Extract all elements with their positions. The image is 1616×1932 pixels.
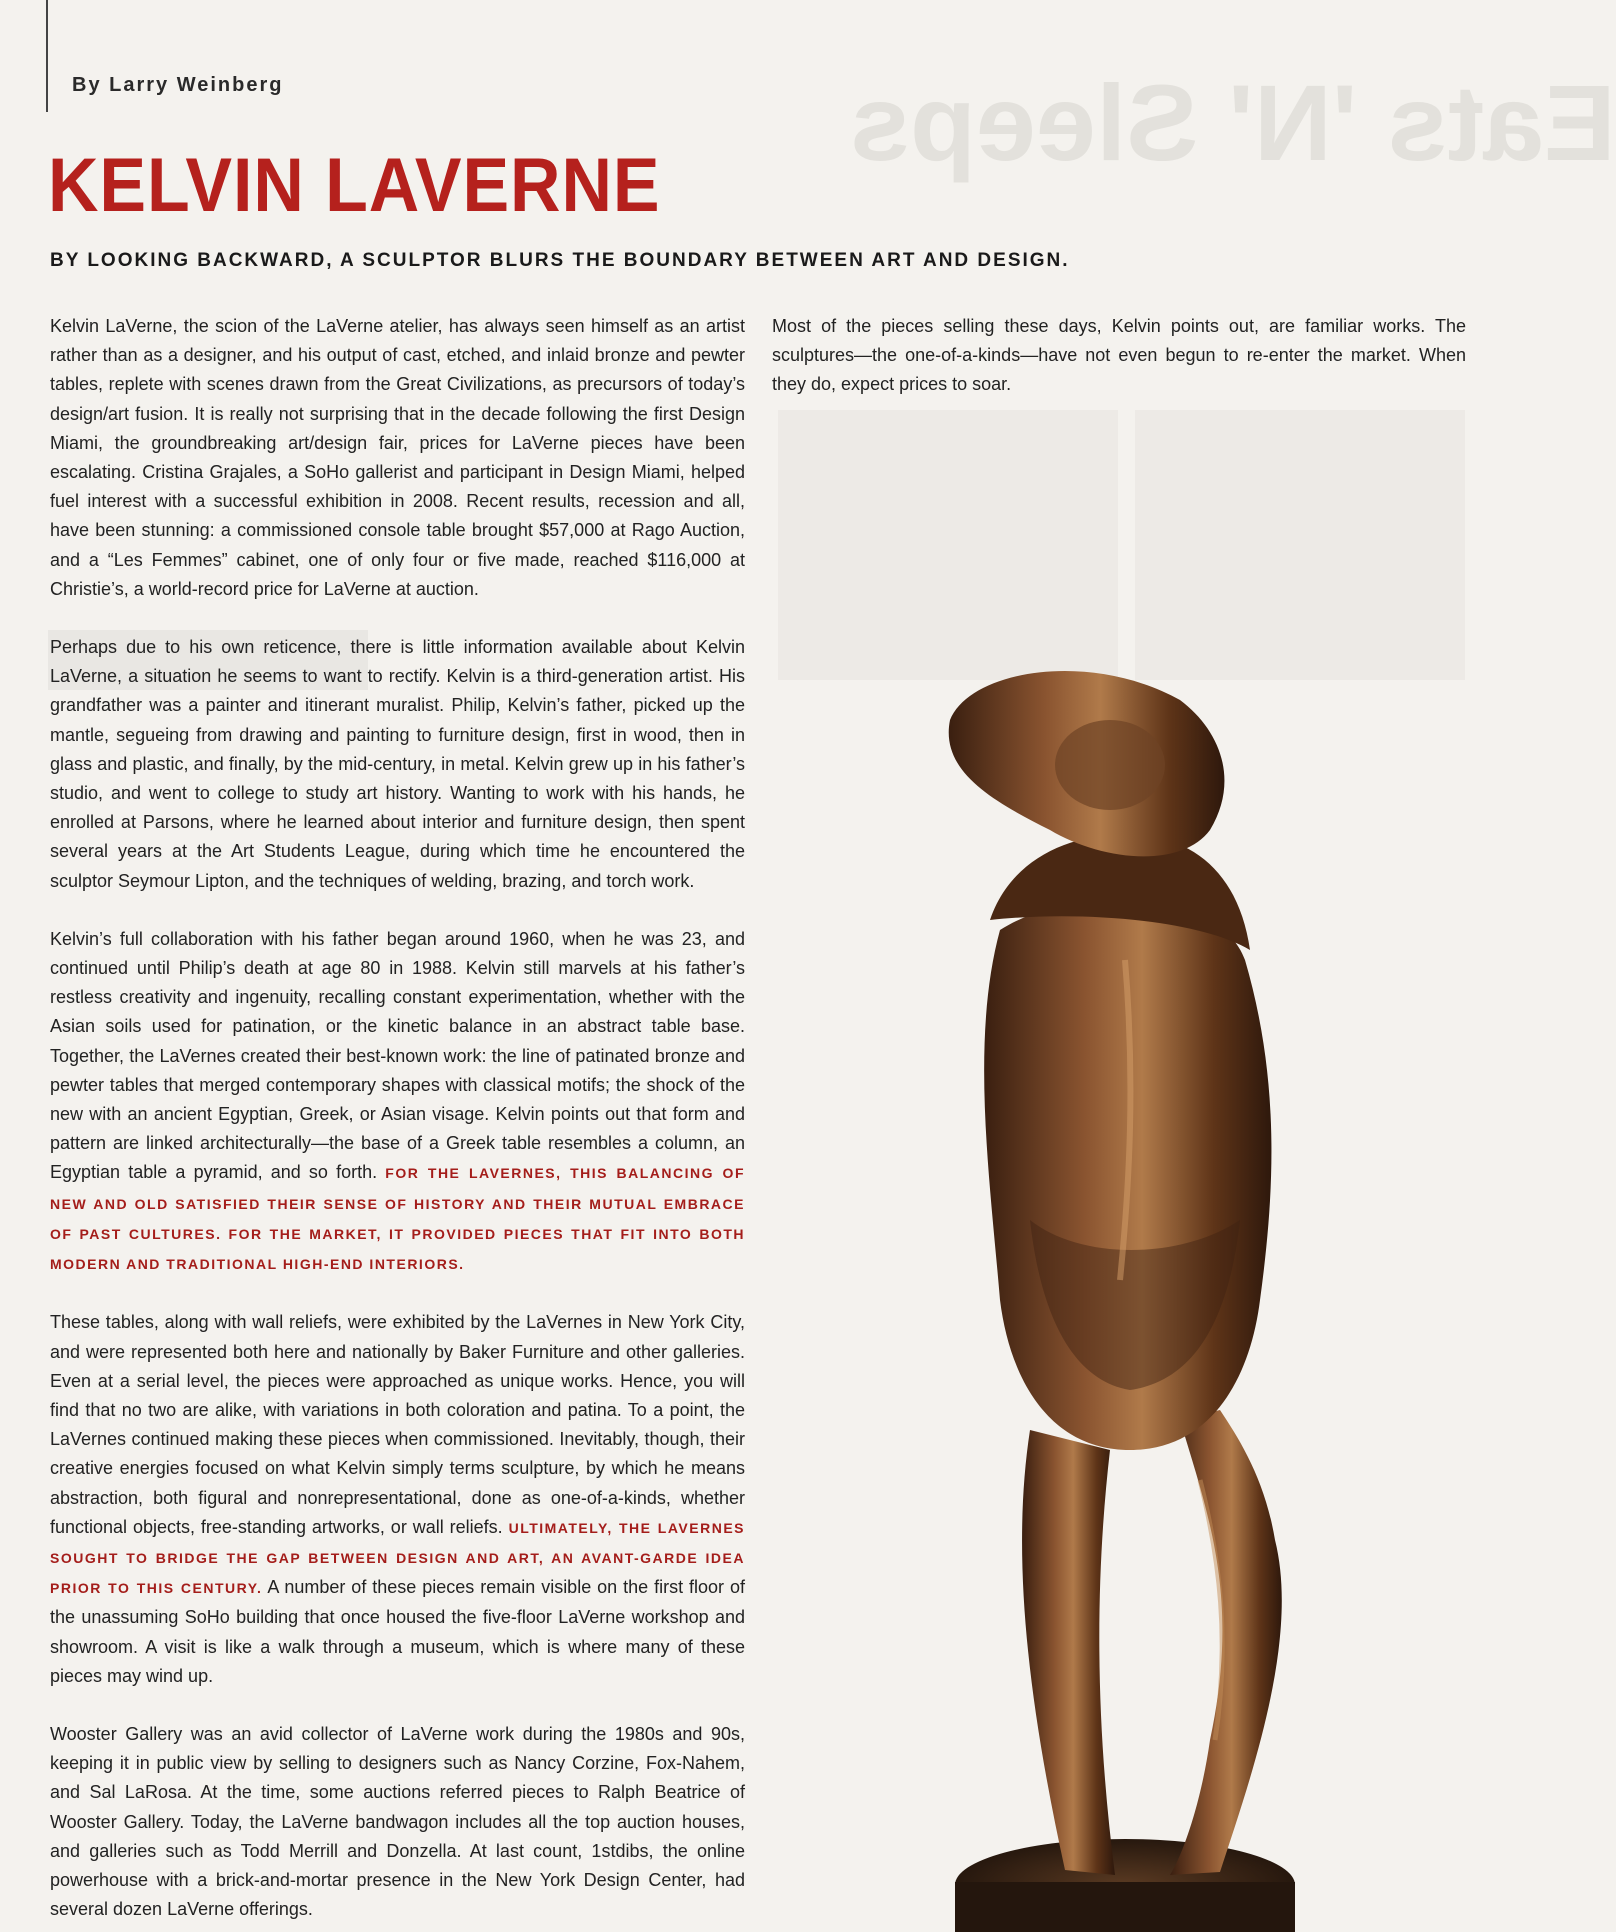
bleed-through-text: Eats 'N' Sleeps bbox=[850, 62, 1616, 183]
body-paragraph: Kelvin’s full collaboration with his father began around 1960, when he was 23, and continued until Philip’s death at age 80 in 1988. Kelvin still marvels at his father’s restless creativity and ingenuity, recalling constant experimentation, whether with the Asian soils used for patination, or the kinetic balance in an abstract table base. Together, the LaVernes created their best-known work: the line of patinated bronze and pewter tables that merged contemporary shapes with classical motifs; the shock of the new with an ancient Egyptian, Greek, or Asian visage. Kelvin points out that form and pattern are linked architecturally—the base of a Greek table resembles a column, an Egyptian table a pyramid, and so forth. FOR THE LAVERNES, THIS BALANCING OF NEW AND OLD SATISFIED THEIR SENSE OF HISTORY AND THEIR MUTUAL EMBRACE OF PAST CULTURES. FOR THE MARKET, IT PROVIDED PIECES THAT FIT INTO BOTH MODERN AND TRADITIONAL HIGH-END INTERIORS. bbox=[50, 928, 745, 1273]
body-paragraph: Kelvin LaVerne, the scion of the LaVerne atelier, has always seen himself as an artist rather than as a designer, and his output of cast, etched, and inlaid bronze and pewter tables, replete with scenes drawn from the Great Civilizations, as precursors of today’s design/art fusion. It is really not surprising that in the decade following the first Design Miami, the groundbreaking art/design fair, prices for LaVerne pieces have been escalating. Cristina Grajales, a SoHo gallerist and participant in Design Miami, helped fuel interest with a successful exhibition in 2008. Recent results, recession and all, have been stunning: a commissioned console table brought $57,000 at Rago Auction, and a “Les Femmes” cabinet, one of only four or five made, reached $116,000 at Christie’s, a world-record price for LaVerne at auction. bbox=[50, 316, 745, 599]
article-deck: BY LOOKING BACKWARD, A SCULPTOR BLURS THE BOUNDARY BETWEEN ART AND DESIGN. bbox=[50, 250, 1070, 271]
body-paragraph: Wooster Gallery was an avid collector of LaVerne work during the 1980s and 90s, keeping it in public view by selling to designers such as Nancy Corzine, Fox-Nahem, and Sal LaRosa. At the time, some auctions referred pieces to Ralph Beatrice of Wooster Gallery. Today, the LaVerne bandwagon includes all the top auction houses, and galleries such as Todd Merrill and Donzella. At last count, 1stdibs, the online powerhouse with a brick-and-mortar presence in the New York Design Center, had several dozen LaVerne offerings. bbox=[50, 1723, 745, 1920]
body-paragraph: Most of the pieces selling these days, Kelvin points out, are familiar works. The sculptures—the one-of-a-kinds—have not even begun to re-enter the market. When they do, expect prices to soar. bbox=[772, 316, 1466, 395]
text-column-right bbox=[772, 312, 1466, 429]
bronze-sculpture-image bbox=[880, 660, 1420, 1932]
pull-quote: ULTIMATELY, THE LAVERNES SOUGHT TO BRIDGE THE GAP BETWEEN DESIGN AND ART, AN AVANT-GARDE IDEA PRIOR TO THIS CENTURY. bbox=[50, 1519, 746, 1597]
text-column-left bbox=[50, 312, 745, 1924]
body-paragraph: Perhaps due to his own reticence, there is little information available about Kelvin LaVerne, a situation he seems to want to rectify. Kelvin is a third-generation artist. His grandfather was a painter and itinerant muralist. Philip, Kelvin’s father, picked up the mantle, segueing from drawing and painting to furniture design, first in wood, then in glass and plastic, and finally, by the mid-century, in metal. Kelvin grew up in his father’s studio, and went to college to study art history. Wanting to work with his hands, he enrolled at Parsons, where he learned about interior and furniture design, then spent several years at the Art Students League, during which time he encountered the sculptor Seymour Lipton, and the techniques of welding, brazing, and torch work. bbox=[50, 637, 745, 891]
byline: By Larry Weinberg bbox=[72, 74, 284, 96]
article-title: KELVIN LAVERNE bbox=[48, 143, 661, 228]
bleed-through-photo bbox=[778, 410, 1118, 680]
body-paragraph: These tables, along with wall reliefs, were exhibited by the LaVernes in New York City, and were represented both here and nationally by Baker Furniture and other galleries. Even at a serial level, the pieces were approached as unique works. Hence, you will find that no two are alike, with variations in both coloration and patina. To a point, the LaVernes continued making these pieces when commissioned. Inevitably, though, their creative energies focused on what Kelvin simply terms sculpture, by which he means abstraction, both figural and nonrepresentational, done as one-of-a-kinds, whether functional objects, free-standing artworks, or wall reliefs. ULTIMATELY, THE LAVERNES SOUGHT TO BRIDGE THE GAP BETWEEN DESIGN AND ART, AN AVANT-GARDE IDEA PRIOR TO THIS CENTURY. A number of these pieces remain visible on the first floor of the unassuming SoHo building that once housed the five-floor LaVerne workshop and showroom. A visit is like a walk through a museum, which is where many of these pieces may wind up. bbox=[50, 1312, 746, 1686]
pull-quote: FOR THE LAVERNES, THIS BALANCING OF NEW AND OLD SATISFIED THEIR SENSE OF HISTORY AND THEIR MUTUAL EMBRACE OF PAST CULTURES. FOR THE MARKET, IT PROVIDED PIECES THAT FIT INTO BOTH MODERN AND TRADITIONAL HIGH-END INTERIORS. bbox=[50, 1165, 745, 1273]
bleed-through-photo bbox=[1135, 410, 1465, 680]
left-margin-rule bbox=[46, 0, 48, 112]
